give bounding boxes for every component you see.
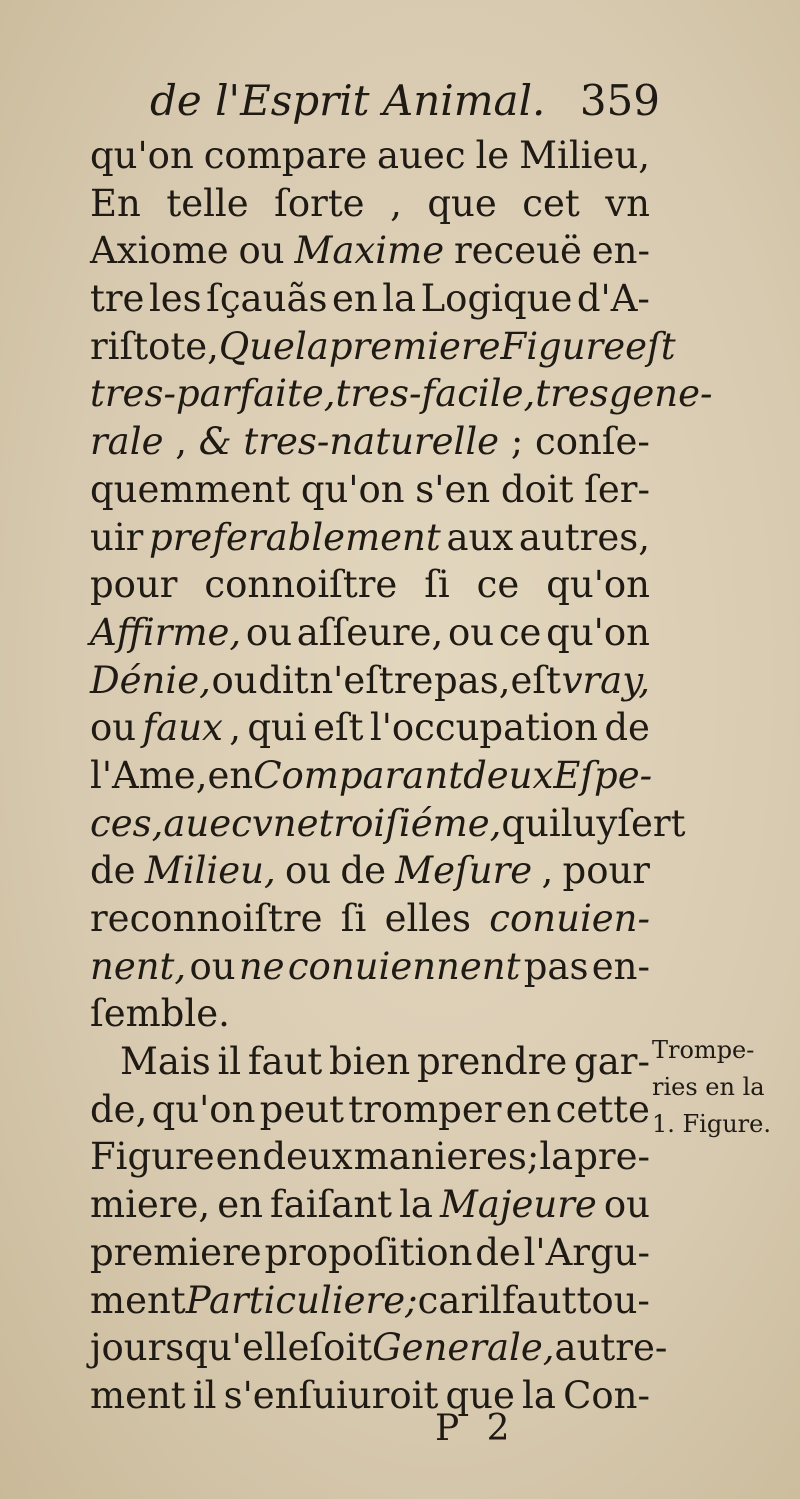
word: Mais bbox=[120, 1040, 211, 1084]
word: compare bbox=[203, 134, 368, 177]
italic-word: tres-facile,tres bbox=[335, 372, 609, 416]
margin-note-line: Trompe- bbox=[652, 1036, 755, 1064]
italic-word: rale bbox=[90, 420, 164, 464]
word: Milieu, bbox=[519, 134, 650, 177]
word: eſt bbox=[313, 706, 364, 750]
word: il bbox=[478, 1278, 502, 1322]
word: aux bbox=[446, 515, 514, 559]
italic-word: Milieu, bbox=[144, 849, 276, 893]
text-line bbox=[90, 895, 650, 943]
word: premiere bbox=[90, 1230, 262, 1274]
word: , bbox=[175, 420, 187, 464]
word: de bbox=[475, 1230, 521, 1274]
italic-word: Maxime bbox=[294, 229, 445, 273]
word: qui bbox=[247, 706, 307, 750]
word: ou bbox=[603, 1183, 650, 1227]
text-line bbox=[90, 1277, 650, 1325]
word: ou bbox=[238, 229, 285, 273]
word: que bbox=[427, 181, 497, 225]
italic-word: vray, bbox=[561, 658, 650, 702]
text-line bbox=[90, 323, 676, 371]
word: ſi bbox=[340, 897, 367, 940]
word: en- bbox=[591, 229, 650, 273]
word: pour bbox=[90, 563, 178, 607]
word: cette bbox=[555, 1087, 650, 1131]
word: ment bbox=[90, 1278, 186, 1322]
italic-word: Comparant bbox=[253, 753, 464, 797]
word: gar- bbox=[574, 1040, 650, 1084]
italic-word: Eſpe- bbox=[553, 753, 653, 797]
word: que bbox=[445, 1373, 515, 1417]
text-line bbox=[90, 132, 650, 180]
text-line bbox=[90, 657, 650, 705]
word: auec bbox=[377, 134, 466, 177]
italic-word: Figure bbox=[500, 324, 626, 368]
text-line bbox=[90, 370, 713, 418]
word: vn bbox=[605, 181, 650, 225]
text-line bbox=[90, 561, 650, 609]
word: autres, bbox=[518, 515, 650, 559]
word: s'enſuiuroit bbox=[223, 1373, 439, 1417]
word: ſi bbox=[424, 563, 450, 607]
text-line bbox=[90, 990, 650, 1038]
word: ſçauãs bbox=[206, 277, 328, 321]
italic-word: deux bbox=[463, 753, 554, 797]
word: en- bbox=[591, 944, 650, 988]
italic-word: premiere bbox=[328, 324, 501, 368]
word: ſemble. bbox=[90, 992, 230, 1036]
text-line bbox=[90, 704, 650, 752]
word: pre- bbox=[574, 1135, 650, 1179]
word: receuë bbox=[453, 229, 582, 273]
italic-word: conuiennent bbox=[287, 944, 521, 988]
word: qu'on bbox=[151, 1087, 256, 1131]
word: ſorte bbox=[274, 181, 365, 225]
word: ou bbox=[90, 706, 137, 750]
italic-word: vne bbox=[251, 801, 319, 845]
text-line bbox=[90, 1229, 650, 1277]
text-line bbox=[90, 1038, 650, 1086]
italic-word: Affirme, bbox=[90, 610, 242, 654]
running-title: de l'Esprit Animal. bbox=[150, 76, 546, 125]
word: pas bbox=[523, 944, 589, 988]
word: doit bbox=[500, 467, 574, 511]
word: ſert bbox=[617, 801, 686, 845]
word: ſoit bbox=[309, 1326, 373, 1370]
word: jours bbox=[90, 1326, 185, 1370]
word: tromper bbox=[348, 1087, 502, 1131]
italic-word: Majeure bbox=[440, 1183, 597, 1227]
word: uir bbox=[90, 515, 144, 559]
word: de bbox=[604, 706, 650, 750]
word: miere, bbox=[90, 1183, 211, 1227]
text-line bbox=[90, 1324, 668, 1372]
word: l'occupation bbox=[369, 706, 598, 750]
word: la bbox=[522, 1373, 556, 1417]
text-line bbox=[90, 847, 650, 895]
word: le bbox=[475, 134, 510, 177]
word: ce bbox=[498, 610, 542, 654]
word: ou bbox=[189, 944, 236, 988]
word: car bbox=[417, 1278, 479, 1322]
italic-word: eſt bbox=[625, 324, 676, 368]
word: ou bbox=[245, 610, 293, 654]
word: luy bbox=[560, 801, 618, 845]
word: tre bbox=[90, 277, 145, 321]
italic-word: ne bbox=[238, 944, 285, 988]
word: faut bbox=[247, 1040, 323, 1084]
text-line bbox=[90, 466, 650, 514]
word: ou bbox=[448, 610, 495, 654]
text-line bbox=[90, 1372, 650, 1420]
text-line bbox=[90, 800, 686, 848]
word: en bbox=[207, 753, 254, 797]
word: Con- bbox=[563, 1373, 650, 1417]
italic-word: preferablement bbox=[149, 515, 441, 559]
word: de bbox=[90, 849, 136, 893]
word: faut bbox=[501, 1278, 577, 1322]
italic-word: la bbox=[294, 324, 329, 368]
word: en bbox=[505, 1087, 552, 1131]
word: d'A- bbox=[576, 277, 650, 321]
word: tou- bbox=[576, 1278, 650, 1322]
word: aſſeure, bbox=[296, 610, 444, 654]
word: qu'on bbox=[90, 134, 194, 177]
word: qui bbox=[501, 801, 561, 845]
italic-word: Que bbox=[218, 324, 295, 368]
word: peut bbox=[259, 1087, 344, 1131]
word: conſe- bbox=[535, 420, 650, 464]
italic-word: troiſiéme, bbox=[318, 801, 502, 845]
text-line bbox=[90, 609, 650, 657]
italic-word: & bbox=[198, 420, 232, 464]
italic-word: Particuliere; bbox=[185, 1278, 418, 1322]
margin-note bbox=[652, 1032, 792, 1143]
word: , bbox=[390, 181, 402, 225]
word: l'Ame, bbox=[90, 753, 208, 797]
word: , bbox=[541, 849, 554, 893]
word: Axiome bbox=[90, 229, 229, 273]
word: autre- bbox=[554, 1326, 668, 1370]
word: cet bbox=[522, 181, 580, 225]
signature-mark: P 2 bbox=[435, 1408, 518, 1449]
word: qu'elle bbox=[184, 1326, 310, 1370]
word: telle bbox=[166, 181, 249, 225]
text-line bbox=[90, 1133, 650, 1181]
word: qu'on bbox=[300, 467, 405, 511]
word: en bbox=[331, 277, 378, 321]
italic-word: Dénie, bbox=[90, 658, 211, 702]
word: elles bbox=[384, 897, 472, 940]
word: ment bbox=[90, 1373, 186, 1417]
word: les bbox=[148, 277, 202, 321]
text-line bbox=[90, 180, 650, 228]
word: En bbox=[90, 181, 141, 225]
word: quemment bbox=[90, 467, 291, 511]
word: la bbox=[382, 277, 417, 321]
italic-word: faux bbox=[142, 706, 223, 750]
word: pour bbox=[562, 849, 650, 893]
italic-word: conuien- bbox=[489, 897, 650, 940]
text-line bbox=[90, 227, 650, 275]
word: reconnoiſtre bbox=[90, 897, 323, 940]
word: en bbox=[217, 1183, 263, 1227]
word: ou bbox=[285, 849, 332, 893]
word: faiſant bbox=[270, 1183, 393, 1227]
word: propoſition bbox=[264, 1230, 473, 1274]
word: qu'on bbox=[546, 563, 650, 607]
text-line bbox=[90, 1181, 650, 1229]
word: s'en bbox=[415, 467, 491, 511]
italic-word: tres-naturelle bbox=[243, 420, 500, 464]
margin-note-line: ries en la bbox=[652, 1073, 765, 1101]
word: il bbox=[217, 1040, 242, 1084]
word: ou bbox=[211, 658, 258, 702]
italic-word: tres-parfaite, bbox=[90, 372, 336, 416]
text-line bbox=[90, 514, 650, 562]
word: la bbox=[399, 1183, 433, 1227]
page-header bbox=[150, 70, 660, 132]
word: n'eſtre bbox=[309, 658, 434, 702]
text-line bbox=[90, 752, 653, 800]
word: de, bbox=[90, 1087, 148, 1131]
word: en bbox=[215, 1135, 262, 1179]
word: manieres;la bbox=[353, 1135, 574, 1179]
word: l'Argu- bbox=[523, 1230, 650, 1274]
italic-word: Generale, bbox=[372, 1326, 555, 1370]
word: ce bbox=[476, 563, 520, 607]
word: Figure bbox=[90, 1135, 215, 1179]
text-line bbox=[90, 418, 650, 466]
word: ſer- bbox=[584, 467, 650, 511]
italic-word: ces,auec bbox=[90, 801, 252, 845]
text-line bbox=[90, 943, 650, 991]
italic-word: nent, bbox=[90, 944, 187, 988]
word: de bbox=[340, 849, 387, 893]
word: Logique bbox=[420, 277, 573, 321]
word: qu'on bbox=[546, 610, 650, 654]
word: connoiſtre bbox=[204, 563, 398, 607]
word: , bbox=[229, 706, 242, 750]
word: deux bbox=[262, 1135, 353, 1179]
text-line bbox=[90, 1086, 650, 1134]
text-line bbox=[90, 275, 650, 323]
word: dit bbox=[258, 658, 309, 702]
word: prendre bbox=[416, 1040, 568, 1084]
italic-word: Meſure bbox=[395, 849, 533, 893]
word: riſtote, bbox=[90, 324, 219, 368]
margin-note-line: 1. Figure. bbox=[652, 1110, 771, 1138]
word: bien bbox=[329, 1040, 411, 1084]
word: ; bbox=[510, 420, 524, 464]
page-number: 359 bbox=[579, 76, 660, 125]
word: il bbox=[192, 1373, 217, 1417]
italic-word: gene- bbox=[608, 372, 713, 416]
word: pas,eſt bbox=[434, 658, 561, 702]
